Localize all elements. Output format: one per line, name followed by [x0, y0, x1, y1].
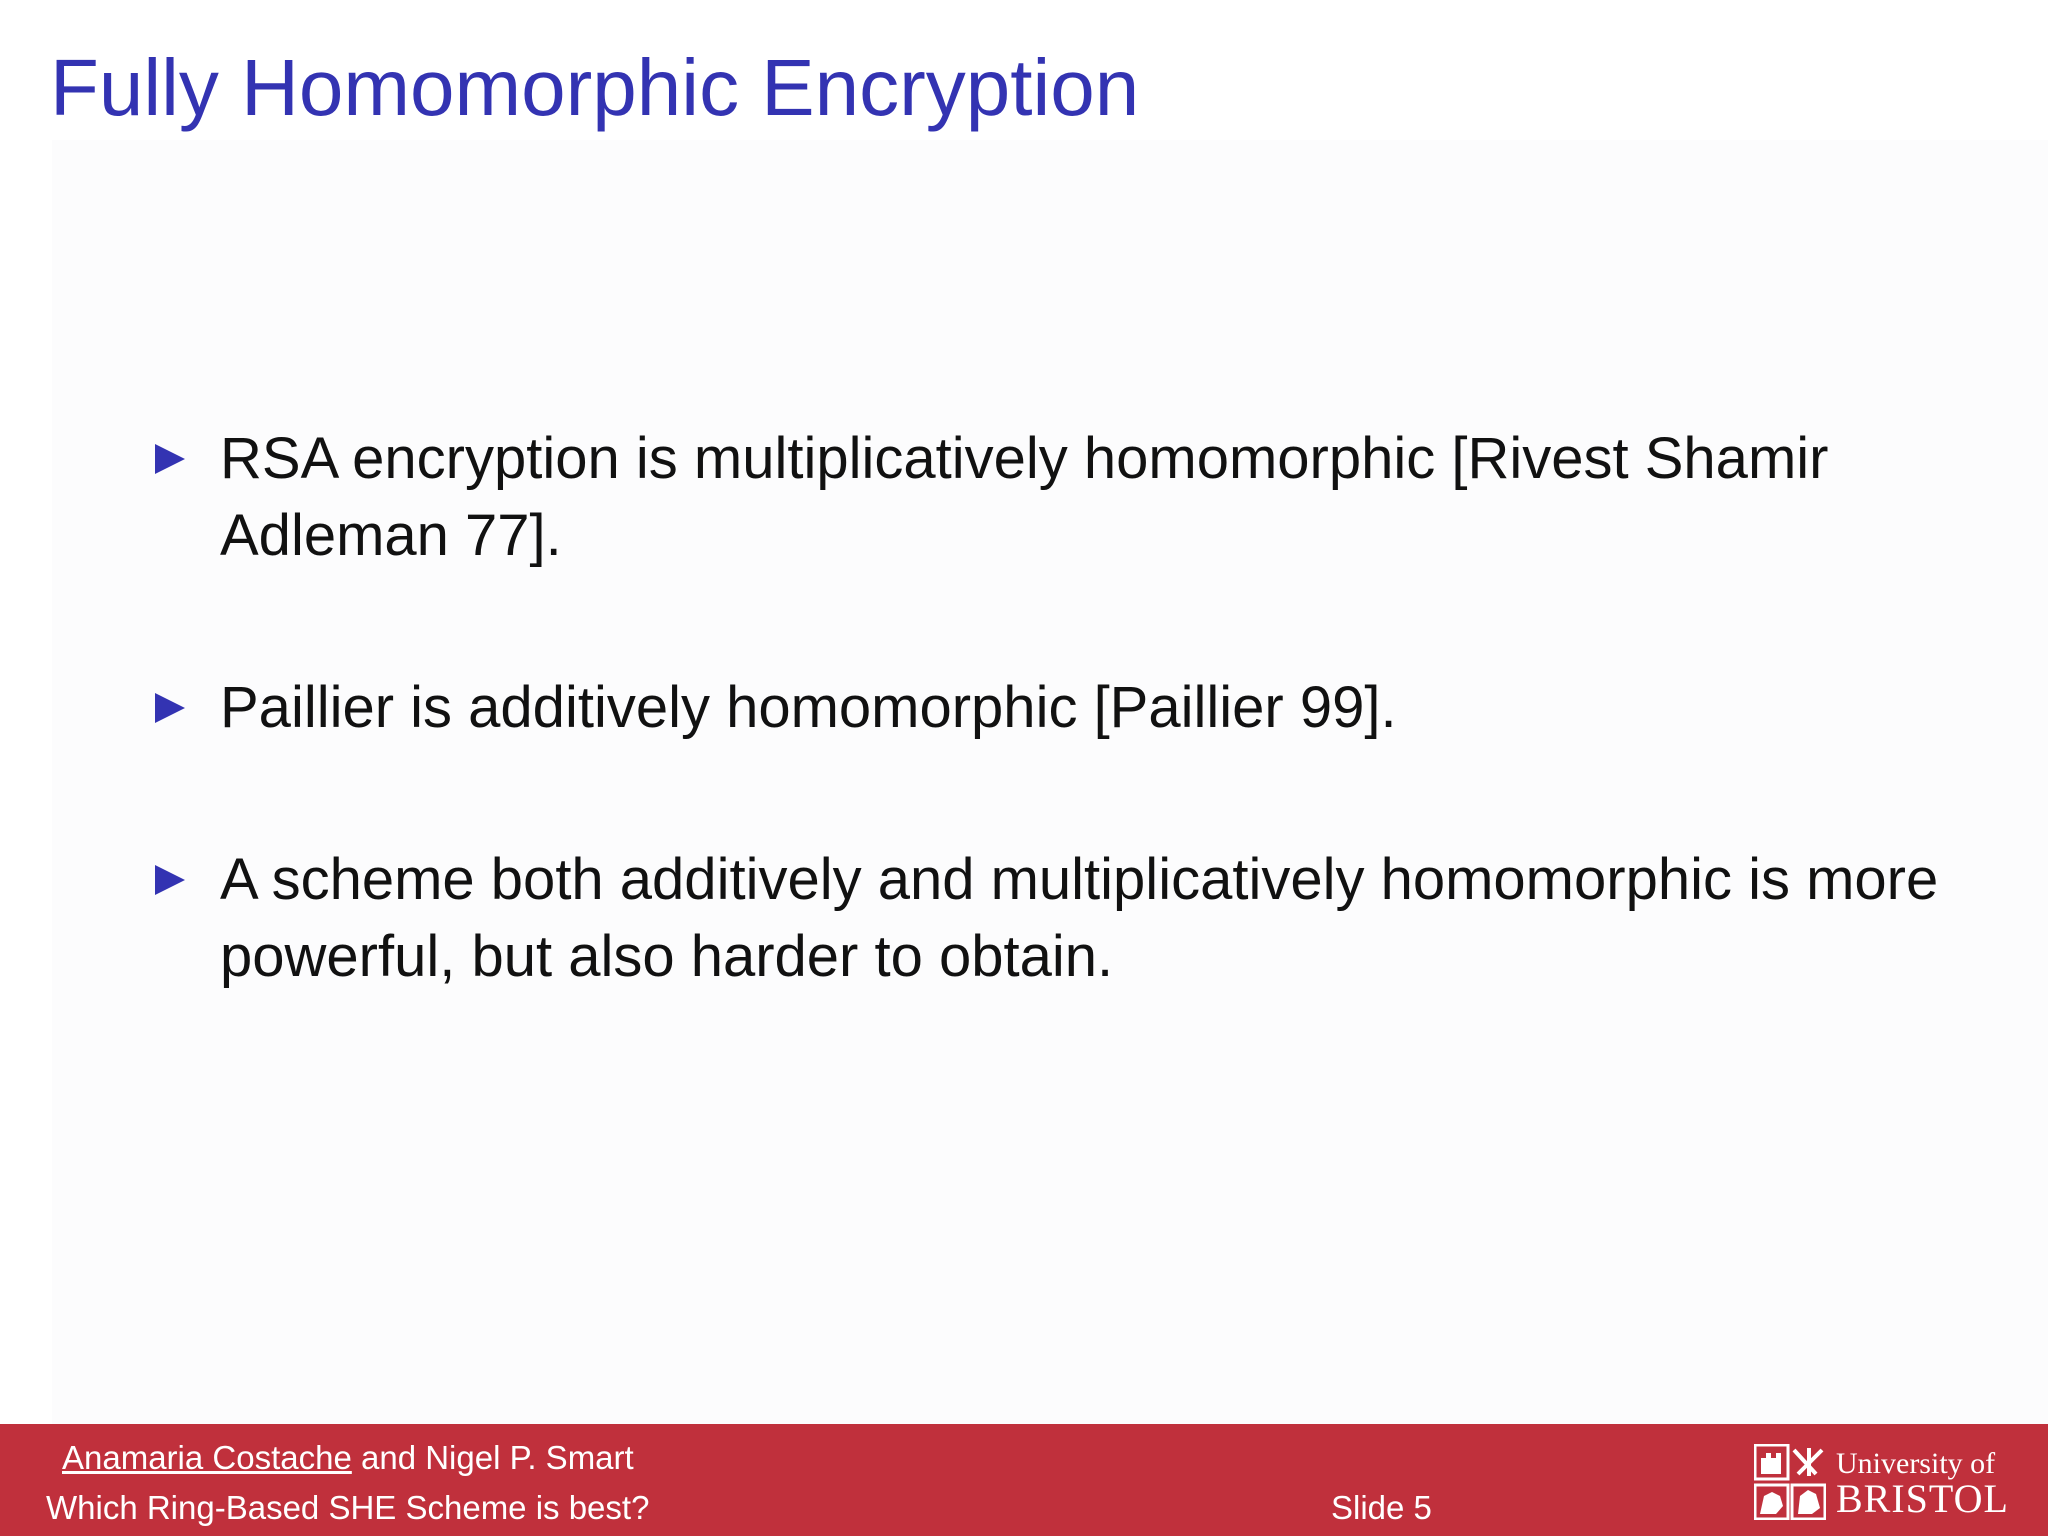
logo-text-line2: BRISTOL	[1836, 1476, 2009, 1521]
slide-title: Fully Homomorphic Encryption	[50, 43, 1140, 132]
triangle-right-icon	[155, 693, 185, 723]
bullet-text: Paillier is additively homomorphic [Paillier 99].	[220, 675, 1397, 740]
author-link[interactable]: Anamaria Costache	[62, 1439, 352, 1476]
triangle-right-icon	[155, 865, 185, 895]
bullet-item	[155, 669, 1955, 746]
university-logo	[1754, 1444, 2009, 1521]
bullet-text: A scheme both additively and multiplicatively homomorphic is more powerful, but also harder to obtain.	[220, 847, 1939, 989]
triangle-right-icon	[155, 444, 185, 474]
bullet-text: RSA encryption is multiplicatively homomorphic [Rivest Shamir Adleman 77].	[220, 426, 1829, 568]
logo-text-line1: University of	[1836, 1447, 1996, 1480]
footer-authors	[62, 1438, 634, 1478]
talk-title: Which Ring-Based SHE Scheme is best?	[46, 1489, 650, 1526]
bullet-item	[155, 420, 1955, 574]
slide-number: Slide 5	[1331, 1489, 1432, 1526]
crest-icon	[1754, 1444, 1826, 1520]
author-rest: and Nigel P. Smart	[351, 1439, 634, 1476]
bullet-item	[155, 841, 1955, 995]
bullet-list	[155, 420, 1955, 995]
footer-bar	[0, 1424, 2048, 1536]
